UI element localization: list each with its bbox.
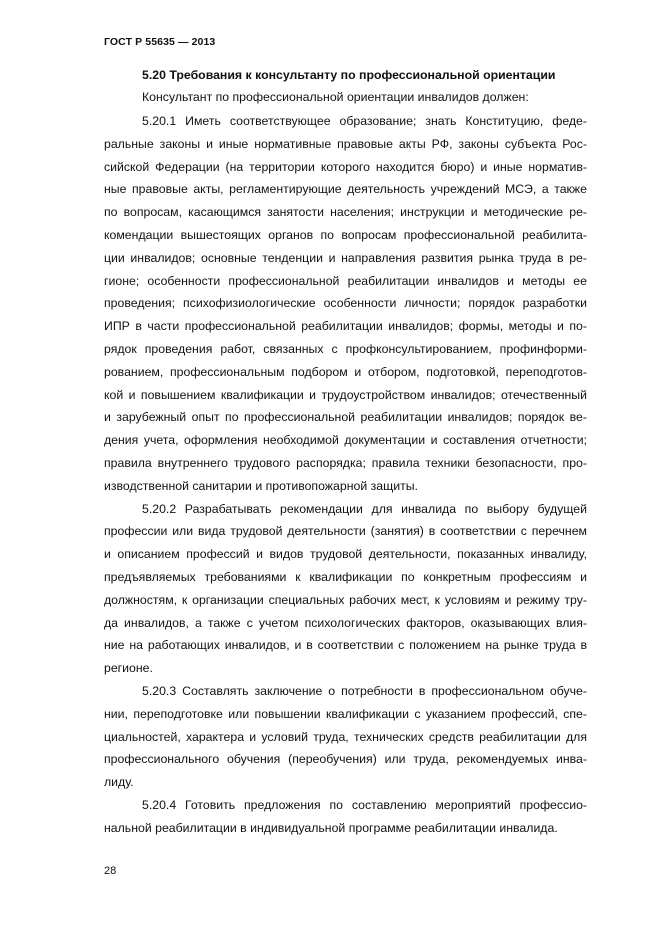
- paragraph-line: и описанием профессий и видов трудовой деятельности, показанных инвалиду,: [104, 547, 587, 562]
- paragraph-line: изводственной санитарии и противопожарной защиты.: [104, 478, 418, 493]
- paragraph-line: 5.20.1 Иметь соответствующее образование; знать Конституцию, феде-: [142, 114, 587, 128]
- paragraph-line: дения учета, оформления необходимой документации и составления отчетности;: [104, 433, 587, 448]
- paragraph-line: профессии или вида трудовой деятельности (занятия) в соответствии с перечнем: [104, 524, 587, 539]
- paragraph-line: ральные законы и иные нормативные правовые акты РФ, законы субъекта Рос-: [104, 136, 587, 151]
- section-intro: Консультант по профессиональной ориентации инвалидов должен:: [142, 90, 529, 104]
- paragraph-line: должностям, к организации специальных рабочих мест, к условиям и режиму тру-: [104, 592, 587, 607]
- paragraph-line: гионе; особенности профессиональной реабилитации инвалидов и методы ее: [104, 273, 587, 288]
- paragraph-line: ИПР в части профессиональной реабилитации инвалидов; формы, методы и по-: [104, 319, 587, 334]
- paragraph-line: 5.20.2 Разрабатывать рекомендации для инвалида по выбору будущей: [142, 501, 587, 516]
- paragraph-line: кой и повышением квалификации и трудоустройством инвалидов; отечественный: [104, 387, 587, 402]
- paragraph-line: ные правовые акты, регламентирующие деятельность учреждений МСЭ, а также: [104, 182, 587, 197]
- paragraph-line: профессионального обучения (переобучения) или труда, рекомендуемых инва-: [104, 752, 587, 767]
- paragraph-line: проведения; психофизиологические особенности личности; порядок разработки: [104, 296, 587, 311]
- paragraph-line: предъявляемых требованиями к квалификации по конкретным профессиям и: [104, 570, 587, 584]
- paragraph-line: циальностей, характера и условий труда, технических средств реабилитации для: [104, 729, 587, 744]
- paragraph-line: сийской Федерации (на территории которого находится бюро) и иные норматив-: [104, 159, 587, 174]
- section-title: 5.20 Требования к консультанту по профессиональной ориентации: [142, 68, 556, 82]
- paragraph-line: лиду.: [104, 775, 134, 790]
- paragraph-line: и зарубежный опыт по профессиональной реабилитации инвалидов; порядок ве-: [104, 410, 587, 425]
- page-number: 28: [104, 865, 117, 877]
- paragraph-line: рядок проведения работ, связанных с профконсультированием, профинформи-: [104, 342, 587, 356]
- paragraph-line: ние на работающих инвалидов, и в соответствии с положением на рынке труда в: [104, 638, 587, 653]
- paragraph-line: правила внутреннего трудового распорядка; правила техники безопасности, про-: [104, 456, 587, 470]
- paragraph-line: рованием, профессиональным подбором и отбором, подготовкой, переподготов-: [104, 364, 587, 379]
- document-header: ГОСТ Р 55635 — 2013: [104, 36, 216, 48]
- paragraph-line: нии, переподготовке или повышении квалификации с указанием профессий, спе-: [104, 706, 587, 721]
- paragraph-line: да инвалидов, а также с учетом психологических факторов, оказывающих влия-: [104, 615, 587, 630]
- paragraph-line: 5.20.4 Готовить предложения по составлению мероприятий профессио-: [142, 798, 587, 812]
- paragraph-line: нальной реабилитации в индивидуальной программе реабилитации инвалида.: [104, 820, 558, 835]
- paragraph-line: 5.20.3 Составлять заключение о потребности в профессиональном обуче-: [142, 684, 587, 698]
- paragraph-line: регионе.: [104, 661, 153, 676]
- paragraph-line: по вопросам, касающимся занятости населения; инструкции и методические ре-: [104, 205, 587, 220]
- paragraph-line: комендации вышестоящих органов по вопросам профессиональной реабилита-: [104, 228, 587, 242]
- paragraph-line: ции инвалидов; основные тенденции и направления развития рынка труда в ре-: [104, 250, 587, 265]
